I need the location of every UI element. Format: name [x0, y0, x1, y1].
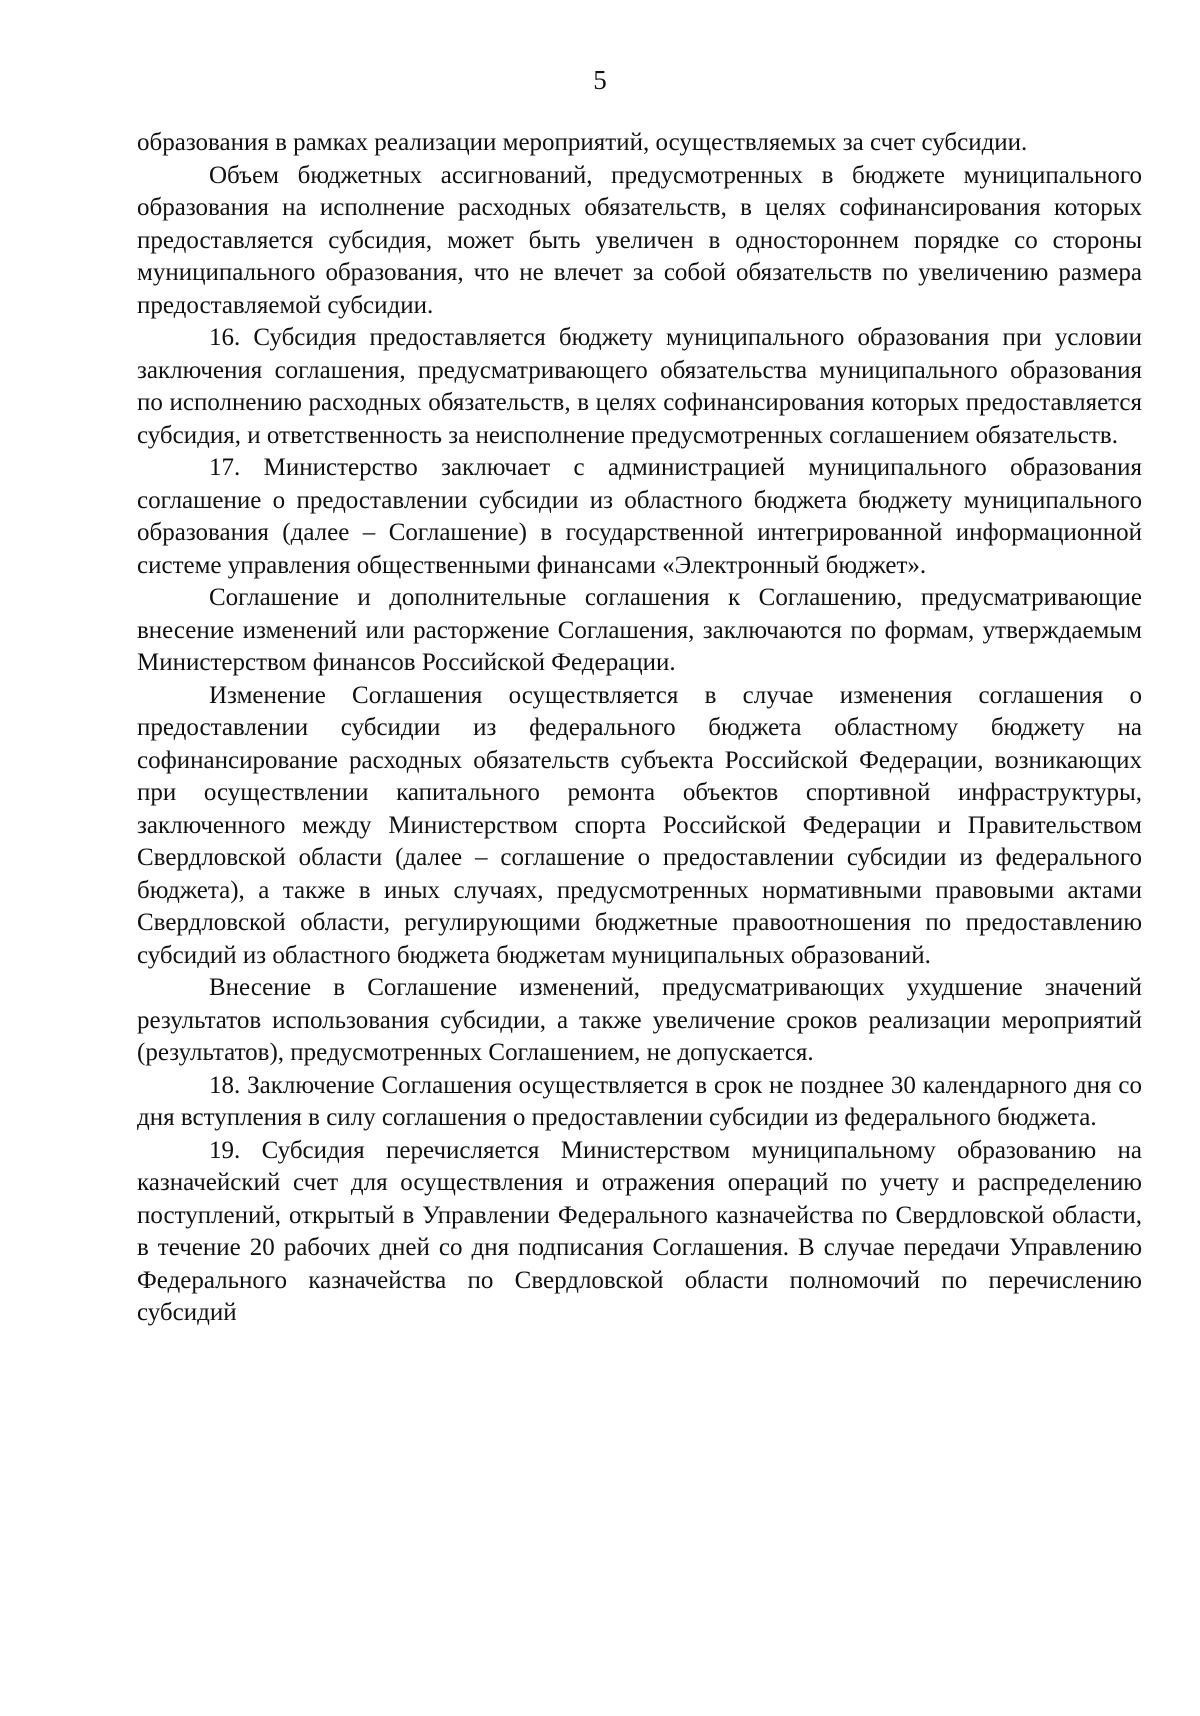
paragraph-clause-17: 17. Министерство заключает с администрацией муниципального образования соглашение о предоставлении субсидии из областного бюджета бюджету муниципального образования (далее – Соглашение) в государственной интегрированной информационной системе управления общественными финансами «Электронный бюджет».: [137, 454, 1142, 579]
paragraph-agreement-changes: Изменение Соглашения осуществляется в случае изменения соглашения о предоставлении субсидии из федерального бюджета областному бюджету на софинансирование расходных обязательств субъекта Российской Федерации, возникающих при осуществлении капитального ремонта объектов спортивной инфраструктуры, заключенного между Министерством спорта Российской Федерации и Правительством Свердловской области (далее – соглашение о предоставлении субсидии из федерального бюджета), а также в иных случаях, предусмотренных нормативными правовыми актами Свердловской области, регулирующими бюджетные правоотношения по предоставлению субсидий из областного бюджета бюджетам муниципальных образований.: [137, 681, 1142, 969]
paragraph-agreement-forms: Соглашение и дополнительные соглашения к Соглашению, предусматривающие внесение изменений или расторжение Соглашения, заключаются по формам, утверждаемым Министерством финансов Российской Федерации.: [137, 584, 1142, 676]
paragraph-clause-16: 16. Субсидия предоставляется бюджету муниципального образования при условии заключения соглашения, предусматривающего обязательства муниципального образования по исполнению расходных обязательств, в целях софинансирования которых предоставляется субсидия, и ответственность за неисполнение предусмотренных соглашением обязательств.: [137, 324, 1142, 449]
paragraph-changes-prohibited: Внесение в Соглашение изменений, предусматривающих ухудшение значений результатов использования субсидии, а также увеличение сроков реализации мероприятий (результатов), предусмотренных Соглашением, не допускается.: [137, 974, 1142, 1066]
page-number: 5: [593, 65, 607, 95]
document-body: [137, 127, 1142, 1330]
paragraph-clause-18: 18. Заключение Соглашения осуществляется в срок не позднее 30 календарного дня со дня вступления в силу соглашения о предоставлении субсидии из федерального бюджета.: [137, 1071, 1142, 1131]
paragraph-budget-allocations: Объем бюджетных ассигнований, предусмотренных в бюджете муниципального образования на исполнение расходных обязательств, в целях софинансирования которых предоставляется субсидия, может быть увеличен в одностороннем порядке со стороны муниципального образования, что не влечет за собой обязательств по увеличению размера предоставляемой субсидии.: [137, 161, 1142, 319]
paragraph-clause-19: 19. Субсидия перечисляется Министерством муниципальному образованию на казначейский счет для осуществления и отражения операций по учету и распределению поступлений, открытый в Управлении Федерального казначейства по Свердловской области, в течение 20 рабочих дней со дня подписания Соглашения. В случае передачи Управлению Федерального казначейства по Свердловской области полномочий по перечислению субсидий: [137, 1136, 1142, 1326]
paragraph-continuation: образования в рамках реализации мероприятий, осуществляемых за счет субсидии.: [137, 129, 1028, 156]
